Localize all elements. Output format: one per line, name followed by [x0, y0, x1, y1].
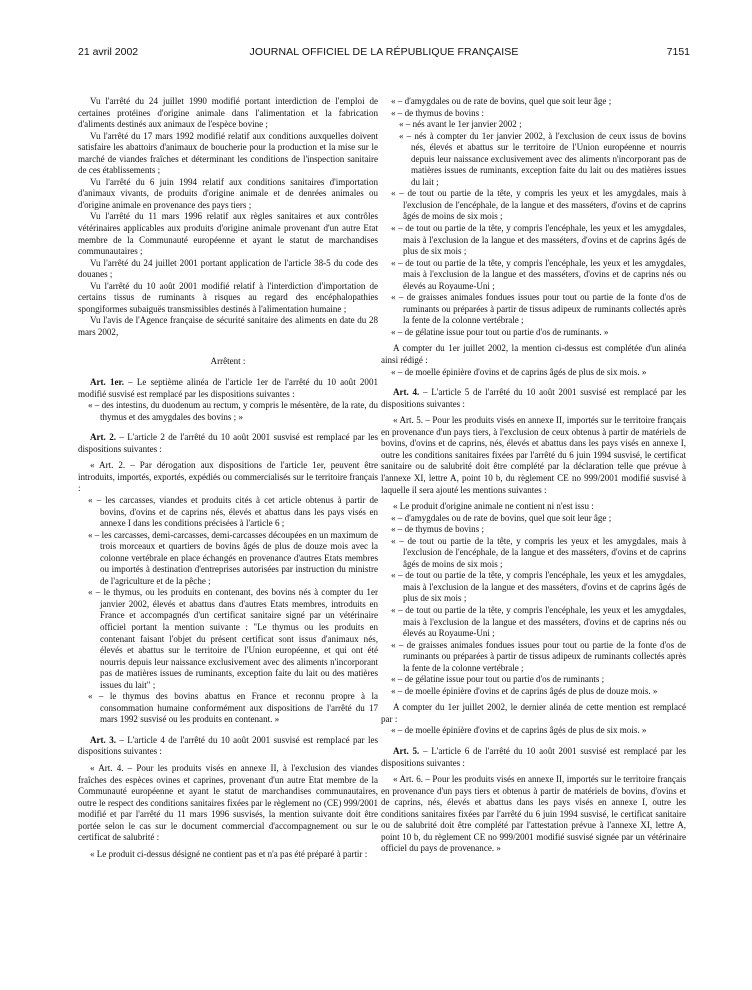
article-2 [78, 432, 378, 455]
visa-paragraph: Vu l'arrêté du 24 juillet 1990 modifié portant interdiction de l'emploi de certaines protéines d'origine animale dans l'alimentation et la fabrication d'aliments destinés aux animaux de l'espèce bovine ; [78, 96, 378, 130]
visa-paragraph: Vu l'avis de l'Agence française de sécurité sanitaire des aliments en date du 28 mars 2002, [78, 315, 378, 337]
article-quote: « Art. 4. – Pour les produits visés en annexe II, à l'exclusion des viandes fraîches des espèces ovines et caprines, provenant d'un autre Etat membre de la Communauté européenne et ayant le statut de marchandises communautaires, outre le respect des conditions sanitaires fixées par le règlement no (CE) 999/2001 modifié et par l'arrêté du 11 mars 1996 susvisés, la mention suivante doit être portée selon le cas sur le document commercial d'accompagnement ou sur le certificat de salubrité : [78, 762, 378, 843]
article-item: « – de moelle épinière d'ovins et de caprins âgés de plus de six mois. » [391, 366, 647, 377]
article-1 [78, 377, 378, 400]
article-item: « – de moelle épinière d'ovins et de caprins âgés de plus de douze mois. » [391, 685, 658, 696]
visa-paragraph: Vu l'arrêté du 17 mars 1992 modifié relatif aux conditions auxquelles doivent satisfaire les abattoirs d'animaux de boucherie pour la production et la mise sur le marché de viandes fraîches et déterminant les conditions de l'inspection sanitaire de ces établissements ; [78, 130, 378, 176]
article-text: – Le septième alinéa de l'article 1er de l'arrêté du 10 août 2001 modifié susvisé est remplacé par les dispositions suivantes : [78, 377, 378, 399]
article-label: Art. 5. [393, 745, 420, 756]
article-item: « – de graisses animales fondues issues pour tout ou partie de la fonte d'os de ruminants ou préparées à partir de tissus adipeux de ruminants collectés après la fente de la colonne vertébrale ; [391, 639, 686, 673]
body-paragraph: A compter du 1er juillet 2002, la mention ci-dessus est complétée d'un alinéa ainsi rédigé : [381, 343, 686, 366]
page-header [78, 46, 690, 60]
page-number: 7151 [666, 46, 690, 58]
article-item: « – d'amygdales ou de rate de bovins, quel que soit leur âge ; [391, 96, 612, 106]
left-column [78, 96, 378, 860]
article-quote: « Le produit d'origine animale ne contient ni n'est issu : [393, 501, 594, 512]
article-quote: « Art. 6. – Pour les produits visés en annexe II, importés sur le territoire français en provenance d'un pays tiers et obtenus à partir de matériels de bovins, d'ovins et de caprins, nés, élevés et abattus dans les pays visés en annexe I, outre les conditions sanitaires fixées par l'arrêté du 6 juin 1994 susvisé, le certificat sanitaire ou de salubrité doit être complété par l'attestation prévue à l'annexe XI, lettre A, point 10 b, du règlement CE no 999/2001 modifié susvisé signée par un vétérinaire officiel du pays de provenance. » [381, 774, 686, 854]
article-item: « – de moelle épinière d'ovins et de caprins âgés de plus de six mois. » [391, 725, 647, 736]
article-text: – L'article 5 de l'arrêté du 10 août 2001 susvisé est remplacé par les dispositions suivantes : [381, 387, 687, 409]
article-item: « – de graisses animales fondues issues pour tout ou partie de la fonte d'os de ruminants ou préparées à partir de tissus adipeux de ruminants collectés après la fente de la colonne vertébrale ; [391, 292, 686, 326]
right-column [381, 96, 686, 855]
visa-paragraph: Vu l'arrêté du 6 juin 1994 relatif aux conditions sanitaires d'importation d'animaux vivants, de produits d'origine animale et de denrées animales ou d'origine animale en provenance des pays tiers ; [78, 176, 378, 210]
article-text: – L'article 2 de l'arrêté du 10 août 2001 susvisé est remplacé par les dispositions suivantes : [78, 432, 378, 454]
article-quote: « Le produit ci-dessus désigné ne contient pas et n'a pas été préparé à partir : [90, 848, 368, 859]
article-text: – L'article 4 de l'arrêté du 10 août 2001 susvisé est remplacé par les dispositions suivantes : [78, 734, 378, 757]
article-item: « – de tout ou partie de la tête, y compris les yeux et les amygdales, mais à l'exclusion de l'encéphale, de la langue et des masséters, d'ovins et de caprins âgés de moins de six mois ; [391, 188, 686, 222]
article-subitem: « – nés à compter du 1er janvier 2002, à l'exclusion de ceux issus de bovins nés, élevés et abattus sur le territoire de l'Union européenne et nourris depuis leur naissance exclusivement avec des aliments n'incorporant pas de matières issues de ruminants, exception faite du lait ou des matières issues du lait ; [399, 130, 686, 187]
article-subitem: « – nés avant le 1er janvier 2002 ; [399, 119, 522, 130]
article-item: « – les carcasses, demi-carcasses, demi-carcasses découpées en un maximum de trois morceaux et quartiers de bovins âgés de plus de douze mois avec la colonne vertébrale en place échangés en provenance d'autres Etats membres ou importés à destination d'entreprises autorisées par instruction du ministre de l'agriculture et de la pêche ; [88, 529, 378, 586]
article-item: « – de tout ou partie de la tête, y compris l'encéphale, les yeux et les amygdales, mais à l'exclusion de la langue et des masséters, d'ovins et de caprins âgés de plus de six mois ; [391, 570, 686, 604]
article-item: « – de gélatine issue pour tout ou partie d'os de ruminants ; [391, 674, 605, 685]
article-item: « – de tout ou partie de la tête, y compris l'encéphale, les yeux et les amygdales, mais à l'exclusion de la langue et des masséters, d'ovins et de caprins nés ou élevés au Royaume-Uni ; [391, 604, 686, 639]
article-item: « – d'amygdales ou de rate de bovins, quel que soit leur âge ; [391, 512, 612, 523]
article-text: – L'article 6 de l'arrêté du 10 août 2001 susvisé est remplacé par les dispositions suivantes : [381, 745, 687, 768]
article-item: « – le thymus, ou les produits en contenant, des bovins nés à compter du 1er janvier 2002, élevés et abattus dans d'autres Etats membres, introduits en France et accompagnés d'un certificat sanitaire signé par un vétérinaire officiel portant la mention suivante : "Le thymus ou les produits en contenant faisant l'objet du présent certificat sont issus d'animaux nés, élevés et abattus sur le territoire de l'Union européenne, et qui ont été nourris depuis leur naissance exclusivement avec des aliments n'incorporant pas de matières issues de ruminants, exception faite du lait ou des matières issues du lait" ; [88, 587, 378, 690]
article-item: « – de gélatine issue pour tout ou partie d'os de ruminants. » [391, 326, 609, 337]
article-item: « – de tout ou partie de la tête, y compris l'encéphale, les yeux et les amygdales, mais à l'exclusion de la langue et des masséters, d'ovins et de caprins nés ou élevés au Royaume-Uni ; [391, 257, 686, 291]
visa-paragraph: Vu l'arrêté du 10 août 2001 modifié relatif à l'interdiction d'importation de certains tissus de ruminants à risques au regard des encéphalopathies spongiformes subaiguës transmissibles destinés à l'alimentation humaine ; [78, 280, 378, 314]
article-quote: « Art. 5. – Pour les produits visés en annexe II, importés sur le territoire français en provenance d'un pays tiers, à l'exclusion de ceux obtenus à partir de matériels de bovins, d'ovins et de caprins, nés, élevés et abattus dans les pays visés en annexe I, outre les conditions sanitaires fixées par l'arrêté du 6 juin 1994 susvisé, le certificat sanitaire ou de salubrité doit être complété par la déclaration telle que prévue à l'annexe XI, lettre A, point 10 b, du règlement CE no 999/2001 modifié susvisé à laquelle il sera ajouté les mentions suivantes : [381, 415, 686, 495]
article-item: « – le thymus des bovins abattus en France et reconnu propre à la consommation humaine conformément aux dispositions de l'arrêté du 17 mars 1992 susvisé ou les produits en contenant. » [88, 691, 378, 725]
issue-date: 21 avril 2002 [78, 46, 139, 58]
article-item: « – des intestins, du duodenum au rectum, y compris le mésentère, de la rate, du thymus et des amygdales des bovins ; » [88, 400, 378, 422]
article-quote: « Art. 2. – Par dérogation aux dispositions de l'article 1er, peuvent être introduits, importés, exportés, expédiés ou commercialisés sur le territoire français : [78, 460, 378, 494]
article-label: Art. 1er. [90, 377, 124, 388]
visa-paragraph: Vu l'arrêté du 24 juillet 2001 portant application de l'article 38-5 du code des douanes ; [78, 257, 378, 280]
body-paragraph: A compter du 1er juillet 2002, le dernier alinéa de cette mention est remplacé par : [381, 702, 686, 724]
arrete-heading: Arrêtent : [210, 356, 246, 367]
article-item: « – de tout ou partie de la tête, y compris l'encéphale, les yeux et les amygdales, mais à l'exclusion de la langue et des masséters, d'ovins et de caprins âgés de plus de six mois ; [391, 223, 686, 257]
article-3 [78, 735, 378, 758]
article-item: « – de tout ou partie de la tête, y compris les yeux et les amygdales, mais à l'exclusion de l'encéphale, de la langue et des masséters, d'ovins et de caprins âgés de moins de six mois ; [391, 535, 686, 569]
article-5 [381, 746, 686, 769]
article-4 [381, 387, 686, 410]
article-label: Art. 3. [90, 734, 116, 745]
article-item: « – de thymus de bovins : [391, 107, 484, 118]
article-item: « – de thymus de bovins ; [391, 524, 484, 535]
visa-paragraph: Vu l'arrêté du 11 mars 1996 relatif aux règles sanitaires et aux contrôles vétérinaires applicables aux produits d'origine animale provenant d'un autre Etat membre de la Communauté européenne et ayant le statut de marchandises communautaires ; [78, 211, 378, 257]
article-label: Art. 2. [90, 432, 116, 443]
article-label: Art. 4. [393, 387, 420, 398]
article-item: « – les carcasses, viandes et produits cités à cet article obtenus à partir de bovins, d'ovins et de caprins nés, élevés et abattus dans les pays visés en annexe I dans les conditions précisées à l'article 6 ; [88, 494, 378, 529]
journal-title: JOURNAL OFFICIEL DE LA RÉPUBLIQUE FRANÇAISE [249, 46, 519, 58]
